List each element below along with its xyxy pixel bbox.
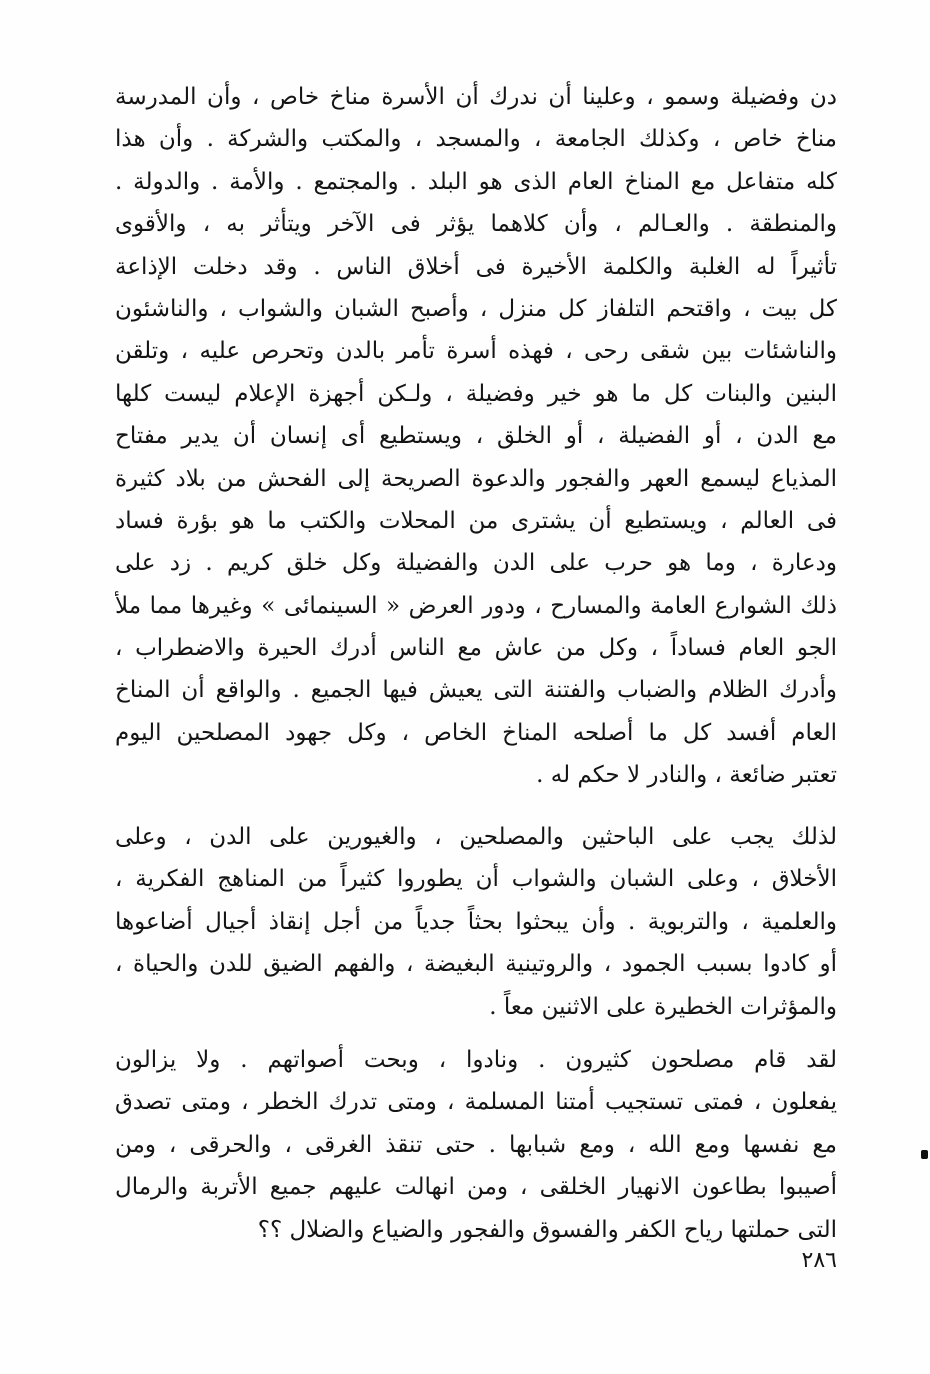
text-line: العام أفسد كل ما أصلحه المناخ الخاص ، وكل جهود المصلحين اليوم <box>115 719 837 746</box>
text-line: تأثيراً له الغلبة والكلمة الأخيرة فى أخلاق الناس . وقد دخلت الإذاعة <box>115 253 837 280</box>
text-line: أصيبوا بطاعون الانهيار الخلقى ، ومن انهالت عليهم جميع الأتربة والرمال <box>115 1174 837 1201</box>
text-line: الأخلاق ، وعلى الشبان والشواب أن يطوروا كثيراً من المناهج الفكرية ، <box>115 866 837 893</box>
paragraph-3 <box>115 1039 837 1251</box>
text-line: كل بيت ، واقتحم التلفاز كل منزل ، وأصبح الشبان والشواب ، والناشئون <box>115 295 837 322</box>
paragraph-1 <box>115 76 837 797</box>
paragraph-2 <box>115 816 837 1028</box>
text-line: لذلك يجب على الباحثين والمصلحين ، والغيورين على الدن ، وعلى <box>115 824 837 850</box>
margin-dot-mark <box>921 1150 928 1159</box>
text-line: ذلك الشوارع العامة والمسارح ، ودور العرض « السينمائى » وغيرها مما ملأ <box>115 592 837 619</box>
text-line: أو كادوا بسبب الجمود ، والروتينية البغيضة ، والفهم الضيق للدن والحياة ، <box>115 951 837 978</box>
text-line: مع الدن ، أو الفضيلة ، أو الخلق ، ويستطيع أى إنسان أن يدير مفتاح <box>115 423 837 450</box>
text-line: يفعلون ، فمتى تستجيب أمتنا المسلمة ، ومتى تدرك الخطر ، ومتى تصدق <box>115 1089 837 1116</box>
text-line: والناشئات بين شقى رحى ، فهذه أسرة تأمر بالدن وتحرص عليه ، وتلقن <box>115 338 837 365</box>
text-line: والعلمية ، والتربوية . وأن يبحثوا بحثاً جدياً من أجل إنقاذ أجيال أضاعوها <box>115 908 837 935</box>
text-line: المذياع ليسمع العهر والفجور والدعوة الصريحة إلى الفحش من بلاد كثيرة <box>115 465 837 492</box>
text-line: والمؤثرات الخطيرة على الاثنين معاً . <box>489 993 837 1020</box>
text-line: الجو العام فساداً ، وكل من عاش مع الناس أدرك الحيرة والاضطراب ، <box>115 635 837 662</box>
text-line: تعتبر ضائعة ، والنادر لا حكم له . <box>536 762 837 789</box>
text-line: التى حملتها رياح الكفر والفسوق والفجور والضياع والضلال ؟؟ <box>257 1216 837 1243</box>
text-line: لقد قام مصلحون كثيرون . ونادوا ، وبحت أصواتهم . ولا يزالون <box>115 1047 837 1073</box>
text-line: ودعارة ، وما هو حرب على الدن والفضيلة وكل خلق كريم . زد على <box>115 550 837 577</box>
text-line: مع نفسها ومع الله ، ومع شبابها . حتى تنقذ الغرقى ، والحرقى ، ومن <box>115 1131 837 1158</box>
page-number: ٢٨٦ <box>801 1248 837 1273</box>
text-line: وأدرك الظلام والضباب والفتنة التى يعيش فيها الجميع . والواقع أن المناخ <box>115 677 837 704</box>
text-line: والمنطقة . والعـالم ، وأن كلاهما يؤثر فى الآخر ويتأثر به ، والأقوى <box>115 211 837 238</box>
text-line: كله متفاعل مع المناخ العام الذى هو البلد . والمجتمع . والأمة . والدولة . <box>115 168 837 195</box>
text-line: دن وفضيلة وسمو ، وعلينا أن ندرك أن الأسرة مناخ خاص ، وأن المدرسة <box>115 84 837 110</box>
text-line: مناخ خاص ، وكذلك الجامعة ، والمسجد ، والمكتب والشركة . وأن هذا <box>115 126 837 153</box>
text-line: البنين والبنات كل ما هو خير وفضيلة ، ولـكن أجهزة الإعلام ليست كلها <box>115 380 837 407</box>
text-line: فى العالم ، ويستطيع أن يشترى من المحلات والكتب ما هو بؤرة فساد <box>115 507 837 534</box>
